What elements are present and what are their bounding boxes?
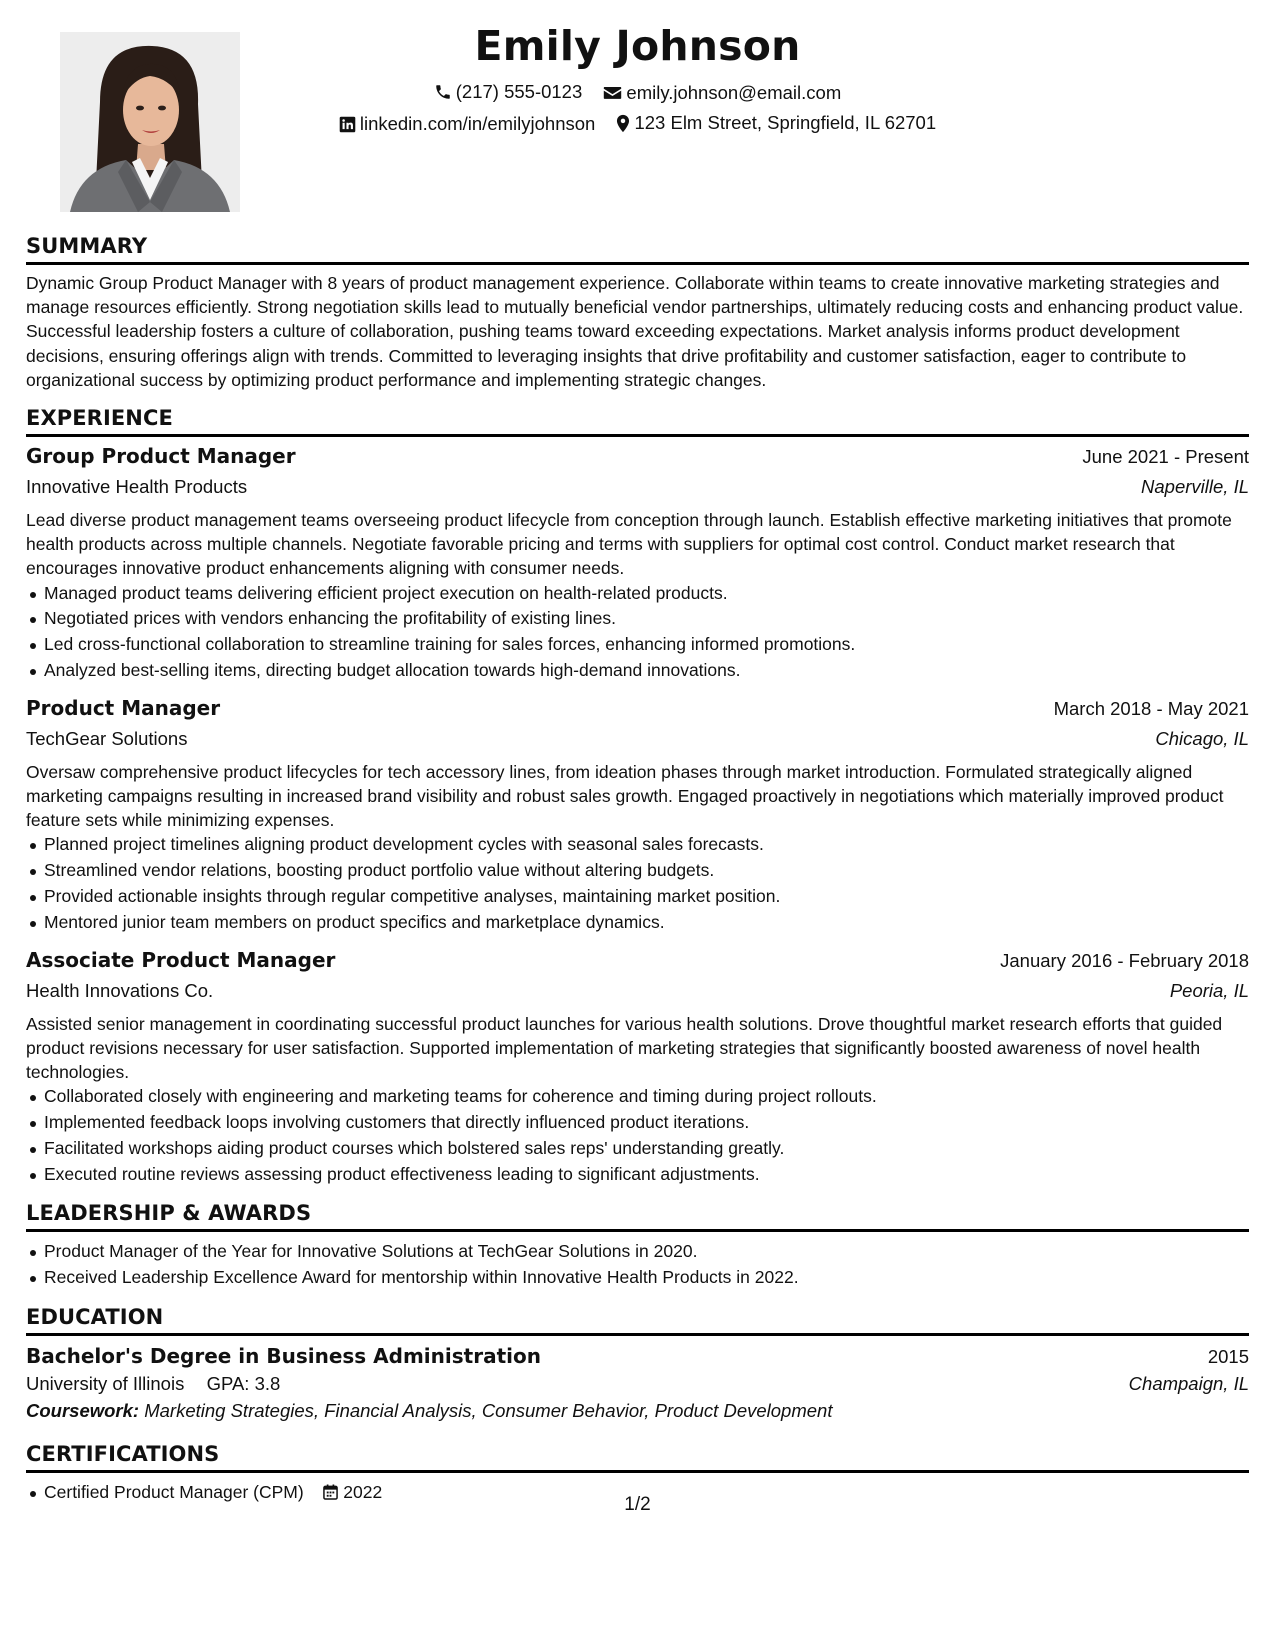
certifications-heading: CERTIFICATIONS <box>26 1442 1249 1473</box>
contact-phone[interactable] <box>434 81 583 103</box>
degree-title: Bachelor's Degree in Business Administration <box>26 1344 541 1368</box>
gpa: GPA: 3.8 <box>206 1373 281 1394</box>
certification-year: 2022 <box>343 1482 383 1502</box>
job-description: Lead diverse product management teams overseeing product lifecycle from conception through launch. Establish effective marketing initiatives that promote health products across multiple channels. Negotiate favorable pricing and terms with suppliers for optimal cost control. Conduct market research that encourages innovative product enhancements aligning with consumer needs. <box>26 510 1232 579</box>
job-entry <box>26 696 1249 936</box>
job-bullets <box>26 832 1249 935</box>
award-item: Product Manager of the Year for Innovative Solutions at TechGear Solutions in 2020. <box>26 1239 1249 1265</box>
summary-text: Dynamic Group Product Manager with 8 years of product management experience. Collaborate within teams to create innovative marketing strategies and manage resources efficiently. Strong negotiation skills lead to mutually beneficial vendor partnerships, ultimately reducing costs and enhancing product value. Successful leadership fosters a culture of collaboration, pushing teams toward exceeding expectations. Market analysis informs product development decisions, ensuring offerings align with trends. Committed to leveraging insights that drive profitability and customer satisfaction, eager to contribute to organizational success by optimizing product performance and implementing strategic changes. <box>26 273 1244 390</box>
certification-name: Certified Product Manager (CPM) <box>44 1482 304 1502</box>
job-entry <box>26 948 1249 1188</box>
coursework-label: Coursework: <box>26 1400 140 1421</box>
contact-linkedin[interactable] <box>339 113 595 135</box>
summary-section <box>26 234 1249 392</box>
job-title: Product Manager <box>26 695 221 720</box>
contact-email[interactable] <box>603 82 841 104</box>
graduation-year: 2015 <box>1207 1346 1249 1367</box>
summary-heading: SUMMARY <box>26 234 1249 265</box>
company-name: Health Innovations Co. <box>26 979 214 1001</box>
experience-heading: EXPERIENCE <box>26 406 1249 437</box>
bullet-item: Collaborated closely with engineering and marketing teams for coherence and timing during project rollouts. <box>26 1084 1249 1110</box>
bullet-item: Facilitated workshops aiding product courses which bolstered sales reps' understanding greatly. <box>26 1136 1249 1162</box>
job-bullets <box>26 581 1249 684</box>
bullet-item: Negotiated prices with vendors enhancing the profitability of existing lines. <box>26 606 1249 632</box>
bullet-item: Mentored junior team members on product specifics and marketplace dynamics. <box>26 910 1249 936</box>
address-text: 123 Elm Street, Springfield, IL 62701 <box>634 112 937 133</box>
bullet-item: Provided actionable insights through regular competitive analyses, maintaining market position. <box>26 884 1249 910</box>
resume-header <box>26 0 1249 222</box>
school-line <box>26 1373 280 1395</box>
coursework-line <box>26 1400 1249 1422</box>
bullet-item: Analyzed best-selling items, directing budget allocation towards high-demand innovations. <box>26 658 1249 684</box>
linkedin-icon <box>339 116 356 133</box>
award-item: Received Leadership Excellence Award for mentorship within Innovative Health Products in 2022. <box>26 1265 1249 1291</box>
job-bullets <box>26 1084 1249 1187</box>
bullet-item: Implemented feedback loops involving customers that directly influenced product iterations. <box>26 1110 1249 1136</box>
contact-line-2 <box>26 112 1249 138</box>
leadership-heading: LEADERSHIP & AWARDS <box>26 1201 1249 1232</box>
linkedin-text: linkedin.com/in/emilyjohnson <box>359 113 596 134</box>
map-pin-icon <box>616 114 630 133</box>
bullet-item: Led cross-functional collaboration to streamline training for sales forces, enhancing informed promotions. <box>26 632 1249 658</box>
job-title: Group Product Manager <box>26 444 296 469</box>
phone-text: (217) 555-0123 <box>455 81 583 102</box>
contact-address <box>616 112 936 134</box>
page-number: 1/2 <box>624 1494 651 1515</box>
coursework-list: Marketing Strategies, Financial Analysis, Consumer Behavior, Product Development <box>144 1400 833 1421</box>
job-dates: January 2016 - February 2018 <box>1000 949 1249 971</box>
job-description: Assisted senior management in coordinating successful product launches for various health solutions. Drove thoughtful market research efforts that guided product revisions necessary for user satisfaction. Supported implementation of marketing strategies that significantly boosted awareness of novel health technologies. <box>26 1013 1223 1083</box>
phone-icon <box>434 83 452 101</box>
bullet-item: Managed product teams delivering efficient project execution on health-related products. <box>26 581 1249 607</box>
experience-section <box>26 406 1249 1187</box>
school-name: University of Illinois <box>26 1373 185 1394</box>
envelope-icon <box>603 84 622 101</box>
education-section <box>26 1305 1249 1422</box>
job-dates: June 2021 - Present <box>1082 446 1249 468</box>
school-location: Champaign, IL <box>1128 1373 1249 1394</box>
company-name: Innovative Health Products <box>26 476 248 498</box>
candidate-name: Emily Johnson <box>474 22 801 70</box>
bullet-item: Executed routine reviews assessing product effectiveness leading to significant adjustments. <box>26 1162 1249 1188</box>
company-name: TechGear Solutions <box>26 727 188 749</box>
education-heading: EDUCATION <box>26 1305 1249 1336</box>
job-location: Chicago, IL <box>1155 727 1249 749</box>
job-entry <box>26 444 1249 684</box>
awards-list <box>26 1239 1249 1291</box>
contact-line-1 <box>26 81 1249 106</box>
email-text: emily.johnson@email.com <box>626 81 842 103</box>
job-description: Oversaw comprehensive product lifecycles for tech accessory lines, from ideation phases through market introduction. Formulated strategically aligned marketing campaigns resulting in increased brand visibility and robust sales growth. Engaged proactively in negotiations which materially improved product feature sets while minimizing expenses. <box>26 761 1224 831</box>
leadership-section <box>26 1201 1249 1291</box>
job-location: Peoria, IL <box>1169 979 1249 1001</box>
job-title: Associate Product Manager <box>26 947 336 972</box>
bullet-item: Planned project timelines aligning product development cycles with seasonal sales forecasts. <box>26 832 1249 858</box>
bullet-item: Streamlined vendor relations, boosting product portfolio value without altering budgets. <box>26 858 1249 884</box>
job-dates: March 2018 - May 2021 <box>1053 697 1249 719</box>
job-location: Naperville, IL <box>1141 476 1249 498</box>
